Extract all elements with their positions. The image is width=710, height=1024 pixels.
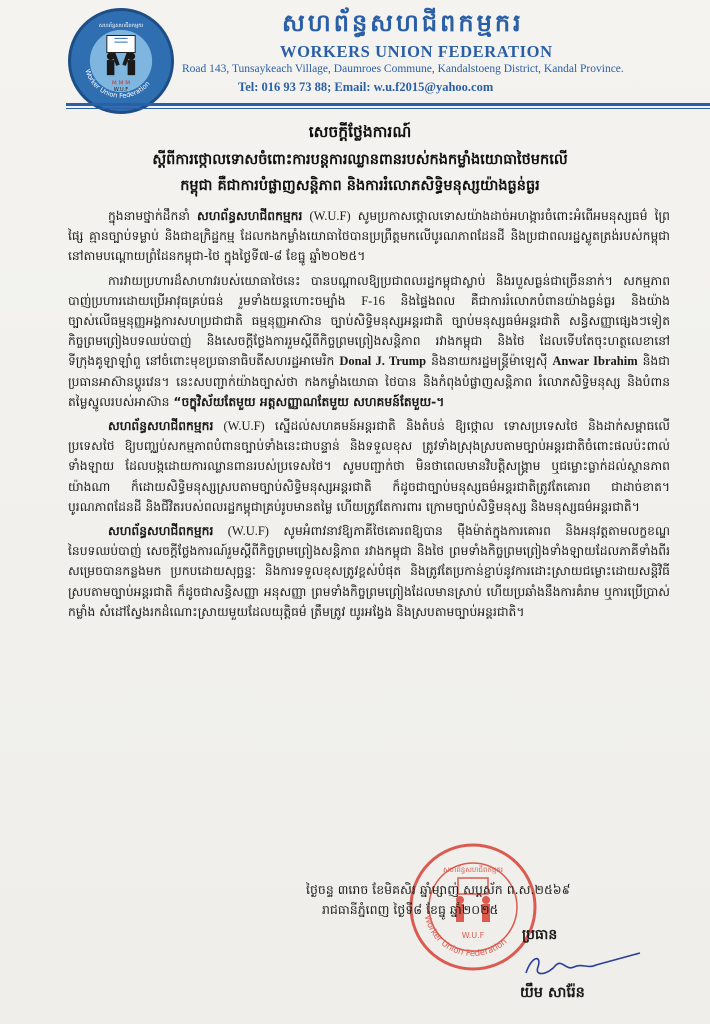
svg-text:W.U.F: W.U.F <box>113 87 129 94</box>
signature-image <box>522 945 642 985</box>
svg-text:Worker Union Federation: Worker Union Federation <box>421 914 510 960</box>
svg-text:សហព័ន្ធសហជីពកម្មករ: សហព័ន្ធសហជីពកម្មករ <box>443 866 503 874</box>
org-name-english: WORKERS UNION FEDERATION <box>280 42 553 61</box>
signer-role: ប្រធាន <box>522 927 558 943</box>
header-divider <box>66 103 710 106</box>
org-address: Road 143, Tunsaykeach Village, Daumroes Commune, Kandalstoeng District, Kandal Province. <box>182 63 624 75</box>
paragraph-1: ក្នុងនាមថ្នាក់ដឹកនាំ សហព័ន្ធសហជីពកម្មករ (W.U.F) សូមប្រកាសថ្កោលទោសយ៉ាងដាច់អហង្ការចំពោះអំពើអមនុស្សធម៌ ព្រៃផ្សៃ គ្មានច្បាប់ទម្លាប់ និងជាឧក្រិដ្ឋកម្ម ដែលកងកម្លាំងយោធាថៃបានប្រព្រឹត្តមកលើបូរណភាពដែនដី និងប្រជាពលរដ្ឋស្លូតត្រង់របស់កម្ពុជានៅតាមបណ្ដោយព្រំដែនកម្ពុជា-ថៃ ក្នុងថ្ងៃទី៧-៨ ខែធ្នូ ឆ្នាំ២០២៥។ <box>68 209 670 264</box>
paragraph-3: សហព័ន្ធសហជីពកម្មករ (W.U.F) ស្នើដល់សហគមន៍អន្តរជាតិ និងតំបន់ ឱ្យថ្កោល ទោសប្រទេសថៃ និងដាក់សម្ពាធលើប្រទេសថៃ ឱ្យបញ្ឈប់សកម្មភាពបំពានច្បាប់ទាំងនេះជាបន្ទាន់ និងទទួលខុស ត្រូវទាំងស្រុងស្របតាមច្បាប់អន្តរជាតិចំពោះផលប៉ះពាល់ទាំងឡាយ ដែលបង្កដោយការឈ្លានពានរបស់ប្រទេសថៃ។ សូមបញ្ជាក់ថា មិនថាពេលមានវិបត្តិសង្គ្រាម ឬជម្លោះធ្លាក់ដល់ស្ថានភាពយ៉ាងណា ក៏ដោយសិទ្ធិមនុស្សស្របតាមច្បាប់សិទ្ធិមនុស្សអន្តរជាតិ ក៏ដូចជាច្បាប់មនុស្សធម៌អន្តរជាតិត្រូវតែគោរព ជាដាច់ខាត។ បូរណភាពដែនដី និងជីវិតរបស់ពលរដ្ឋកម្ពុជាគ្រប់រូបមានតម្លៃ ហើយត្រូវតែការពារ ក្រោមច្បាប់សិទ្ធិមនុស្ស និងមនុស្សធម៌អន្តរជាតិ។ <box>68 419 670 514</box>
svg-text:សហព័ន្ធសហជីពកម្មករ: សហព័ន្ធសហជីពកម្មករ <box>98 23 144 30</box>
paragraph-2: ការវាយប្រហារដ៏សាហាវរបស់យោធាថៃនេះ បានបណ្ដាលឱ្យប្រជាពលរដ្ឋកម្ពុជាស្លាប់ និងរបួសធ្ងន់ជាច្រើននាក់។ សកម្មភាពបាញ់ប្រហារដោយប្រើអាវុធគ្រប់ធន់ រួមទាំងយន្តហោះចម្បាំង F-16 និងផ្ទៃងពល គឺជាការរំលោភបំពានយ៉ាងធ្ងន់ធ្ងរ និងយ៉ាងច្បាស់លើធម្មនុញ្ញអង្គការសហប្រជាជាតិ ធម្មនុញ្ញអាស៊ាន ច្បាប់សិទ្ធិមនុស្សអន្តរជាតិ ច្បាប់មនុស្សធម៌អន្តរជាតិ សន្ធិសញ្ញាផ្សេងៗទៀត កិច្ចព្រមព្រៀងបទឈប់បាញ់ និងសេចក្ដីថ្លែងការរួមស្ដីពីកិច្ចព្រមព្រៀងសន្តិភាព រវាងកម្ពុជា និងថៃ ដែលទើបតែចុះហត្ថលេខានៅទីក្រុងគូឡាឡាំពួ នៅចំពោះមុខប្រធានាធិបតីសហរដ្ឋអាមេរិក Donal J. Trump និងនាយករដ្ឋមន្ត្រីម៉ាឡេស៊ី Anwar Ibrahim និងជាប្រធានអាស៊ានប្ដូរវេន។ នេះសបញ្ជាក់យ៉ាងច្បាស់ថា កងកម្លាំងយោធា ថៃបាន និងកំពុងបំផ្លាញសន្តិភាព រំលោភសិទ្ធិមនុស្ស និងបំពានតម្លៃស្នូលរបស់អាស៊ាន “ចក្ខុវិស័យតែមួយ អត្តសញ្ញាណតែមួយ សហគមន៍តែមួយ-។ <box>68 273 670 409</box>
date-lunar: ថ្ងៃចន្ទ ៣រោច ខែមិគសិរ ឆ្នាំម្សាញ់ សប្តស័ក ព.ស.២៥៦៩ <box>306 882 571 897</box>
document-subtitle <box>60 147 660 199</box>
svg-text:M M M: M M M <box>111 80 131 87</box>
svg-text:Worker Union Federation: Worker Union Federation <box>83 68 152 100</box>
header-divider-thin <box>66 108 710 109</box>
svg-text:W.U.F: W.U.F <box>461 931 485 940</box>
paragraph-4: សហព័ន្ធសហជីពកម្មករ (W.U.F) សូមអំពាវនាវឱ្យភាគីថៃគោរពឱ្យបាន ម៉ឺងម៉ាត់ក្នុងការគោរព និងអនុវត្តតាមលក្ខខណ្ឌនៃបទឈប់បាញ់ សេចក្ដីថ្លែងការណ៍រួមស្ដីពីកិច្ចព្រមព្រៀងសន្តិភាព រវាងកម្ពុជា និងថៃ ព្រមទាំងកិច្ចព្រមព្រៀងទាំងឡាយដែលភាគីទាំងពីរសម្រេចបានកន្លងមក ប្រកបដោយសុច្ឆន្ទៈ និងការទទួលខុសត្រូវខ្ពស់បំផុត និងត្រូវតែប្រកាន់ខ្ជាប់នូវការដោះស្រាយជម្លោះដោយសន្តិវិធី ស្របតាមច្បាប់អន្តរជាតិ ក៏ដូចជាសន្ធិសញ្ញា អនុសញ្ញា ព្រមទាំងកិច្ចព្រមព្រៀងដែលមានស្រាប់ ហើយប្រឆាំងនឹងការគំរាម ឬការប្រើប្រាស់កម្លាំង សំដៅស្វែងរកដំណោះស្រាយមួយដែលយុត្តិធម៌ ត្រឹមត្រូវ យូរអង្វែង និងស្របតាមច្បាប់អន្តរជាតិ។ <box>68 524 670 619</box>
date-solar: រាជធានីភ្នំពេញ ថ្ងៃទី៨ ខែធ្នូ ឆ្នាំ២០២៥ <box>322 902 499 917</box>
subtitle-line-1: ស្ដីពីការថ្កោលទោសចំពោះការបន្តការឈ្លានពានរបស់កងកម្លាំងយោធាថៃមកលើ <box>152 152 568 168</box>
org-contact: Tel: 016 93 73 88; Email: w.u.f2015@yahoo.com <box>238 80 494 94</box>
document-title: សេចក្ដីថ្លែងការណ៍ <box>308 123 412 141</box>
subtitle-line-2: កម្ពុជា គឺជាការបំផ្លាញសន្តិភាព និងការរំលោភសិទ្ធិមនុស្សយ៉ាងធ្ងន់ធ្ងរ <box>180 178 540 194</box>
union-logo-icon <box>68 8 174 114</box>
signer-name: យឹម សារ៉ែន <box>520 985 585 1001</box>
org-name-khmer: សហព័ន្ធសហជីពកម្មករ <box>282 9 524 37</box>
statement-body <box>68 206 670 626</box>
